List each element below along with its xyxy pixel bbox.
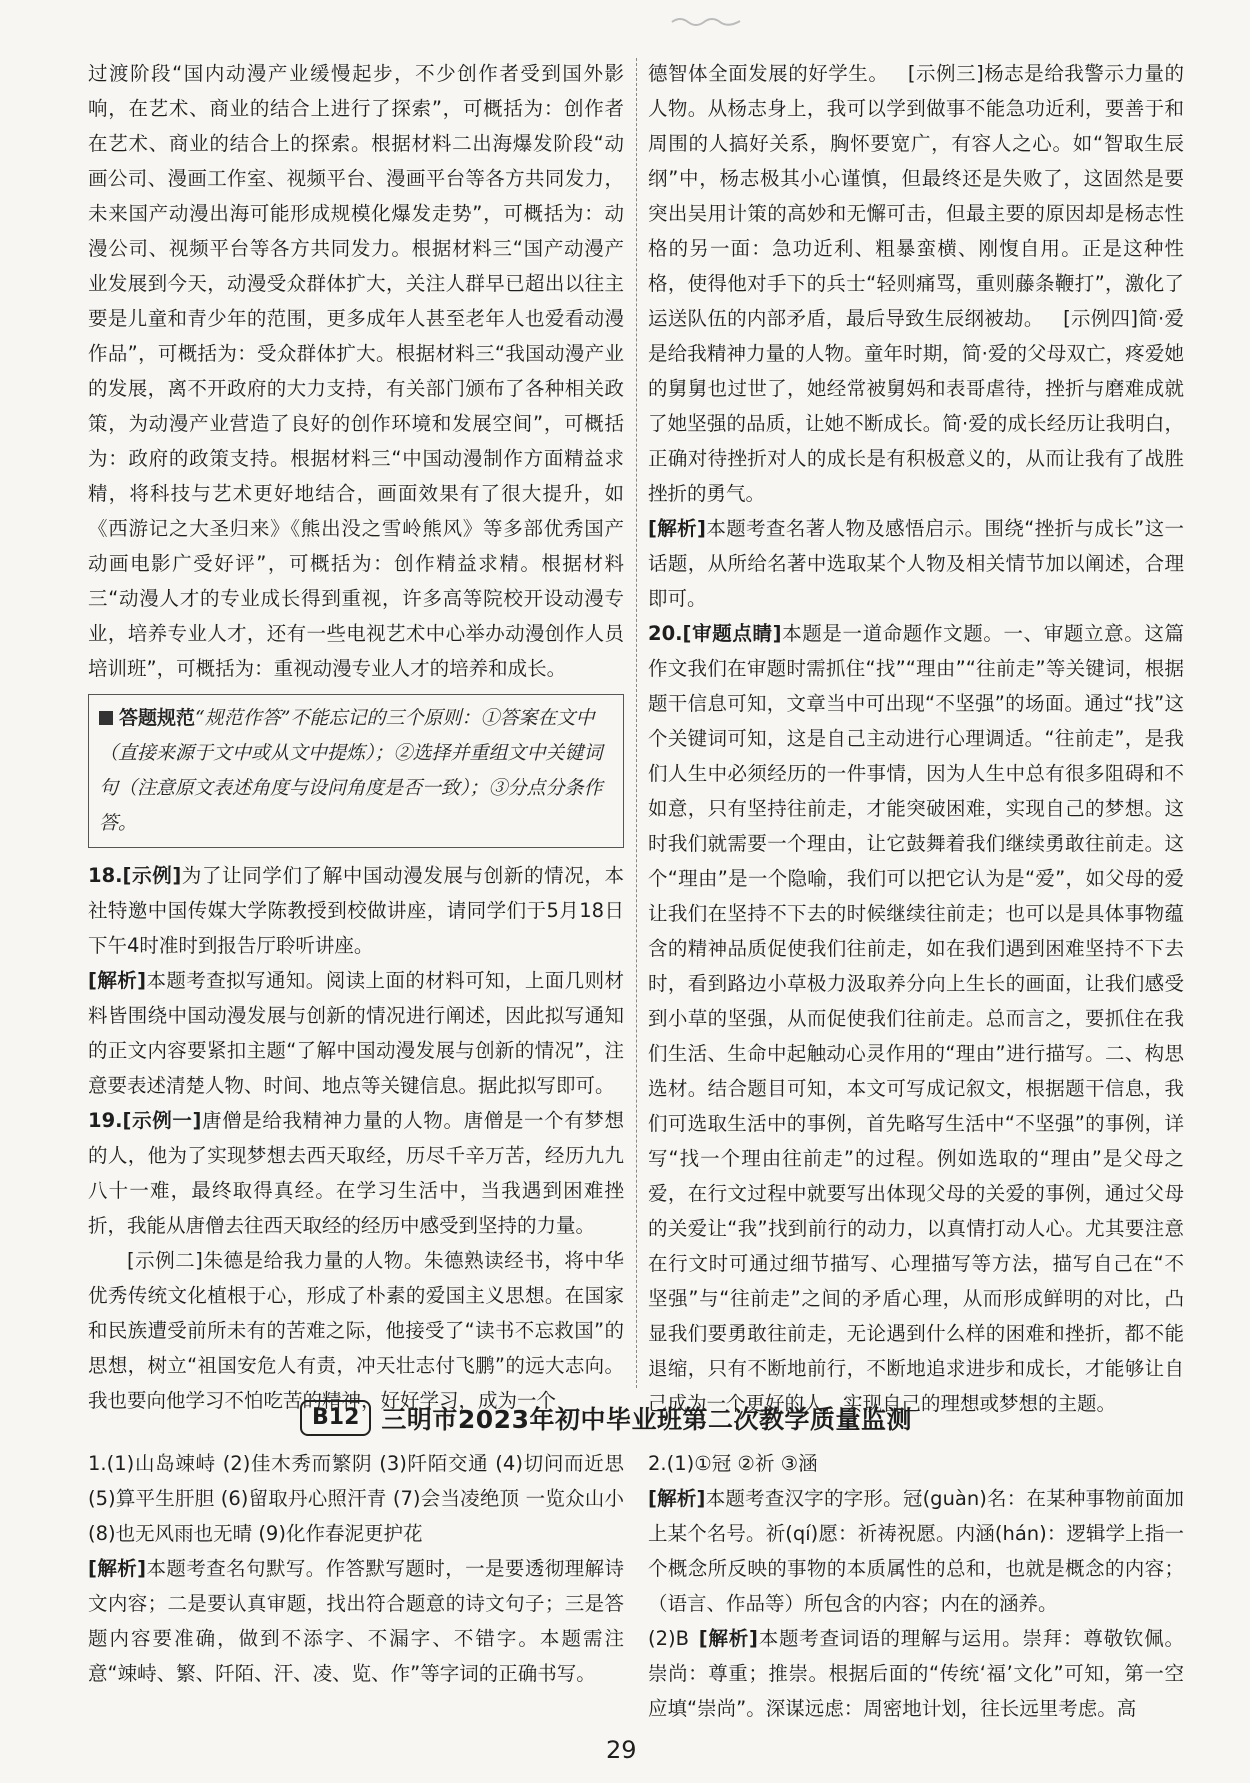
analysis-label: [解析] — [698, 1627, 758, 1650]
material-summary: 过渡阶段“国内动漫产业缓慢起步，不少创作者受到国外影响，在艺术、商业的结合上进行了探索”，可概括为：创作者在艺术、商业的结合上的探索。根据材料二出海爆发阶段“动画公司、漫画工作室、视频平台、漫画平台等各方共同发力，未来国产动漫出海可能形成规模化爆发走势”，可概括为：动漫公司、视频平台等各方共同发力。根据材料三“国产动漫产业发展到今天，动漫受众群体扩大，关注人群早已超出以往主要是儿童和青少年的范围，更多成年人甚至老年人也爱看动漫作品”，可概括为：受众群体扩大。根据材料三“我国动漫产业的发展，离不开政府的大力支持，有关部门颁布了各种相关政策，为动漫产业营造了良好的创作环境和发展空间”，可概括为：政府的政策支持。根据材料三“中国动漫制作方面精益求精，将科技与艺术更好地结合，画面效果有了很大提升，如《西游记之大圣归来》《熊出没之雪岭熊风》等多部优秀国产动画电影广受好评”，可概括为：创作精益求精。根据材料三“动漫人才的专业成长得到重视，许多高等院校开设动漫专业，培养专业人才，还有一些电视艺术中心举办动漫创作人员培训班”，可概括为：重视动漫专业人才的培养和成长。 — [88, 62, 624, 680]
bottom-right-column — [648, 1446, 1184, 1726]
q19-text: 唐僧是给我精神力量的人物。唐僧是一个有梦想的人，他为了实现梦想去西天取经，历尽千辛万苦，经历九九八十一难，最终取得真经。在学习生活中，当我遇到困难挫折，我能从唐僧去往西天取经的经历中感受到坚持的力量。 — [88, 1109, 624, 1237]
answer-norm-box — [88, 694, 624, 848]
analysis-label: [解析] — [648, 517, 706, 540]
section-banner — [300, 1398, 912, 1438]
question-2-1: 2.(1)①冠 ②祈 ③涵 — [648, 1452, 818, 1475]
ex2-text: 朱德是给我力量的人物。朱德熟读经书，将中华优秀传统文化植根于心，形成了朴素的爱国主义思想。在国家和民族遭受前所未有的苦难之际，他接受了“读书不忘救国”的思想，树立“祖国安危人有责，冲天壮志付飞鹏”的远大志向。我也要向他学习不怕吃苦的精神，好好学习，成为一个 — [88, 1249, 624, 1412]
question-1: 1.(1)山岛竦峙 (2)佳木秀而繁阴 (3)阡陌交通 (4)切问而近思 (5)算平生肝胆 (6)留取丹心照汗青 (7)会当凌绝顶 一览众山小 (8)也无风雨也无晴 (9)化作春泥更护花 — [88, 1452, 624, 1545]
q18-text: 为了让同学们了解中国动漫发展与创新的情况，本社特邀中国传媒大学陈教授到校做讲座，请同学们于5月18日下午4时准时到报告厅聆听讲座。 — [88, 864, 624, 957]
ex3-text: 杨志是给我警示力量的人物。从杨志身上，我可以学到做事不能急功近利，要善于和周围的人搞好关系，胸怀要宽广，有容人之心。如“智取生辰纲”中，杨志极其小心谨慎，但最终还是失败了，这固然是要突出吴用计策的高妙和无懈可击，但最主要的原因却是杨志性格的另一面：急功近利、粗暴蛮横、刚愎自用。正是这种性格，使得他对手下的兵士“轻则痛骂，重则藤条鞭打”，激化了运送队伍的内部矛盾，最后导致生辰纲被劫。 — [648, 62, 1184, 330]
q19-analysis — [648, 511, 1184, 616]
q18-prefix: 18.[示例] — [88, 864, 182, 887]
left-column — [88, 56, 624, 1418]
question-19 — [88, 1103, 624, 1243]
analysis-label: [解析] — [648, 1487, 706, 1510]
question-18 — [88, 858, 624, 963]
q2-1-analysis — [648, 1481, 1184, 1621]
page-number: 29 — [606, 1736, 637, 1764]
section-badge: B12 — [300, 1400, 371, 1436]
analysis-text: 本题考查拟写通知。阅读上面的材料可知，上面几则材料皆围绕中国动漫发展与创新的情况进行阐述，因此拟写通知的正文内容要紧扣主题“了解中国动漫发展与创新的情况”，注意要表述清楚人物、时间、地点等关键信息。据此拟写即可。 — [88, 969, 624, 1097]
q19-example-2 — [88, 1243, 624, 1418]
stamp-mark — [670, 14, 744, 28]
analysis-text: 本题考查词语的理解与运用。崇拜：尊敬钦佩。崇尚：尊重；推崇。根据后面的“传统‘福’文化”可知，第一空应填“崇尚”。深谋远虑：周密地计划，往长远里考虑。高 — [648, 1627, 1184, 1720]
q2-2 — [648, 1621, 1184, 1726]
section-title: 三明市2023年初中毕业班第二次教学质量监测 — [381, 1405, 912, 1434]
ex4-text: 简·爱是给我精神力量的人物。童年时期，简·爱的父母双亡，疼爱她的舅舅也过世了，她经常被舅妈和表哥虐待，挫折与磨难成就了她坚强的品质，让她不断成长。简·爱的成长经历让我明白，正确对待挫折对人的成长是有积极意义的，从而让我有了战胜挫折的勇气。 — [648, 307, 1184, 505]
note-icon — [99, 711, 113, 725]
q1-analysis — [88, 1551, 624, 1691]
analysis-text: 本题考查汉字的字形。冠(guàn)名：在某种事物前面加上某个名号。祈(qí)愿：祈祷祝愿。内涵(hán)：逻辑学上指一个概念所反映的事物的本质属性的总和，也就是概念的内容；（语言、作品等）所包含的内容；内在的涵养。 — [648, 1487, 1185, 1615]
analysis-text: 本题考查名句默写。作答默写题时，一是要透彻理解诗文内容；二是要认真审题，找出符合题意的诗文句子；三是答题内容要准确，做到不添字、不漏字、不错字。本题需注意“竦峙、繁、阡陌、汗、凌、览、作”等字词的正确书写。 — [88, 1557, 624, 1685]
ex4-label: [示例四] — [1063, 307, 1138, 330]
q18-analysis — [88, 963, 624, 1103]
q19-prefix: 19.[示例一] — [88, 1109, 202, 1132]
note-label: 答题规范 — [119, 707, 196, 729]
analysis-label: [解析] — [88, 969, 147, 992]
bottom-left-column — [88, 1446, 624, 1691]
q19-continued — [648, 56, 1184, 511]
q20-text: 本题是一道命题作文题。一、审题立意。这篇作文我们在审题时需抓住“找”“理由”“往前走”等关键词，根据题干信息可知，文章当中可出现“不坚强”的场面。通过“找”这个关键词可知，这是自己主动进行心理调适。“往前走”，是我们人生中必须经历的一件事情，因为人生中总有很多阻碍和不如意，只有坚持往前走，才能突破困难，实现自己的梦想。这时我们就需要一个理由，让它鼓舞着我们继续勇敢往前走。这个“理由”是一个隐喻，我们可以把它认为是“爱”，如父母的爱让我们在坚持不下去的时候继续往前走；也可以是具体事物蕴含的精神品质促使我们往前走，如在我们遇到困难坚持不下去时，看到路边小草极力汲取养分向上生长的画面，让我们感受到小草的坚强，从而促使我们往前走。总而言之，要抓住在我们生活、生命中起触动心灵作用的“理由”进行描写。二、构思选材。结合题目可知，本文可写成记叙文，根据题干信息，我们可选取生活中的事例，首先略写生活中“不坚强”的事例，详写“找一个理由往前走”的过程。例如选取的“理由”是父母之爱，在行文过程中就要写出体现父母的关爱的事例，通过父母的关爱让“我”找到前行的动力，以真情打动人心。尤其要注意在行文时可通过细节描写、心理描写等方法，描写自己在“不坚强”与“往前走”之间的矛盾心理，从而形成鲜明的对比，凸显我们要勇敢往前走，无论遇到什么样的困难和挫折，都不能退缩，只有不断地前行，不断地追求进步和成长，才能够让自己成为一个更好的人，实现自己的理想或梦想的主题。 — [648, 622, 1184, 1415]
column-divider — [636, 58, 637, 1388]
q20-prefix: 20.[审题点睛] — [648, 622, 782, 645]
note-text: “规范作答”不能忘记的三个原则：①答案在文中（直接来源于文中或从文中提炼）；②选择并重组文中关键词句（注意原文表述角度与设问角度是否一致）；③分点分条作答。 — [99, 707, 603, 834]
right-column — [648, 56, 1184, 1421]
analysis-label: [解析] — [88, 1557, 147, 1580]
ex3-label: [示例三] — [907, 62, 984, 85]
q2-2-answer: (2)B — [648, 1627, 689, 1650]
analysis-text: 本题考查名著人物及感悟启示。围绕“挫折与成长”这一话题，从所给名著中选取某个人物及相关情节加以阐述，合理即可。 — [648, 517, 1184, 610]
question-20 — [648, 616, 1184, 1421]
continued-text: 德智体全面发展的好学生。 — [648, 62, 889, 85]
ex2-label: [示例二] — [127, 1249, 203, 1272]
